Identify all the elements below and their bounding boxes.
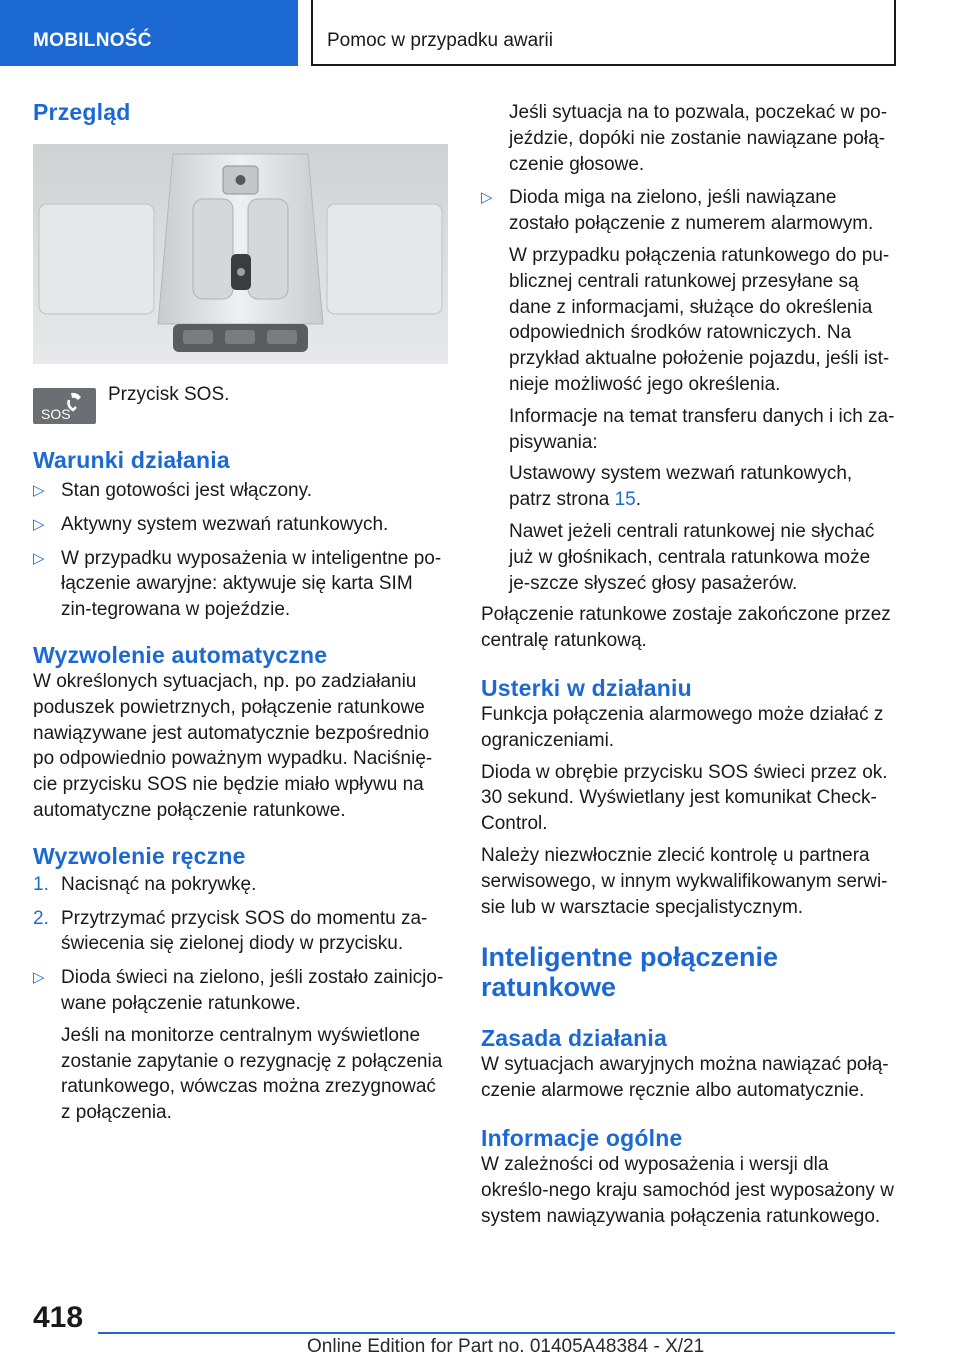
conditions-list <box>33 478 448 623</box>
faults-text-2: Dioda w obrębie przycisku SOS świeci przez ok. 30 sekund. Wyświetlany jest komunikat Check-Control. <box>481 761 888 835</box>
triangle-bullet-icon: ▷ <box>33 549 45 567</box>
passengers-audible-note: Nawet jeżeli centrali ratunkowej nie słychać już w głośnikach, centrala ratunkowa może je-szcze słyszeć głosy pasażerów. <box>509 520 875 594</box>
auto-trigger-text: W określonych sytuacjach, np. po zadziałaniu poduszek powietrznych, połączenie ratunkowe nawiązywane jest automatycznie bezpośrednio po odpowiednio poważnym wypadku. Naciśnię-cie przycisku SOS nie będzie miało wpływu na automatyczne połączenie ratunkowe. <box>33 670 433 821</box>
list-item: ▷ W przypadku wyposażenia w inteligentne po-łączenie awaryjne: aktywuje się karta SIM zin-tegrowana w pojeździe. <box>33 547 442 621</box>
step-item: 1. Nacisnąć na pokrywkę. <box>33 873 257 895</box>
data-transfer-note: W przypadku połączenia ratunkowego do pu-blicznej centrali ratunkowej przesyłane są dane z informacjami, służące do określenia odpowiednich środków ratowniczych. Na przykład aktualne położenie pojazdu, jeśli ist-nieje możliwość jego określenia. <box>509 244 890 395</box>
data-info-note: Informacje na temat transferu danych i ich za-pisywania: <box>509 405 895 453</box>
faults-text-3: Należy niezwłocznie zlecić kontrolę u partnera serwisowego, w innym wykwalifikowanym serwi-sie lub w warsztacie specjalistycznym. <box>481 844 888 918</box>
manual-steps <box>33 872 448 1126</box>
sos-button-legend <box>33 382 448 442</box>
call-end-text: Połączenie ratunkowe zostaje zakończone przez centralę ratunkową. <box>481 604 891 652</box>
right-column <box>481 100 896 1229</box>
triangle-bullet-icon: ▷ <box>33 969 45 987</box>
list-item: ▷ Aktywny system wezwań ratunkowych. <box>33 512 448 538</box>
sos-button-icon <box>33 388 96 424</box>
general-info-heading: Informacje ogólne <box>481 1124 683 1151</box>
triangle-bullet-icon: ▷ <box>481 189 493 207</box>
page-link[interactable]: 15 <box>614 489 636 511</box>
section-tab: MOBILNOŚĆ <box>0 0 298 66</box>
left-column <box>33 98 448 1126</box>
overview-heading: Przegląd <box>33 99 131 125</box>
cancel-call-note: Jeśli na monitorze centralnym wyświetlone zostanie zapytanie o rezygnację z połączenia ratunkowego, wówczas można zrezygnować z połączenia. <box>61 1024 443 1124</box>
edition-footer: Online Edition for Part no. 01405A48384 - X/21 <box>307 1336 705 1357</box>
list-item: ▷ Dioda świeci na zielono, jeśli zostało zainicjo-wane połączenie ratunkowe. <box>33 967 444 1014</box>
footer-divider <box>98 1332 895 1334</box>
page-number: 418 <box>33 1301 84 1334</box>
principle-heading: Zasada działania <box>481 1025 667 1052</box>
principle-text: W sytuacjach awaryjnych można nawiązać połą-czenie alarmowe ręcznie albo automatycznie. <box>481 1054 889 1102</box>
manual-trigger-heading: Wyzwolenie ręczne <box>33 842 246 869</box>
general-info-text: W zależności od wyposażenia i wersji dla określo-nego kraju samochód jest wyposażony w system nawiązywania połączenia ratunkowego. <box>481 1153 894 1227</box>
auto-trigger-heading: Wyzwolenie automatyczne <box>33 641 328 668</box>
triangle-bullet-icon: ▷ <box>33 515 45 533</box>
list-item: ▷ Stan gotowości jest włączony. <box>33 478 448 504</box>
faults-text-1: Funkcja połączenia alarmowego może działać z ograniczeniami. <box>481 703 884 751</box>
overhead-console-illustration <box>33 144 448 364</box>
faults-heading: Usterki w działaniu <box>481 674 692 701</box>
smart-call-heading: Inteligentne połączenie ratunkowe <box>481 942 779 1003</box>
svg-text:SOS: SOS <box>41 406 71 422</box>
sos-console-photo <box>33 144 448 364</box>
see-page-note: Ustawowy system wezwań ratunkowych, patrz strona 15. <box>509 463 853 511</box>
triangle-bullet-icon: ▷ <box>33 482 45 499</box>
sos-caption: Przycisk SOS. <box>108 384 230 405</box>
step-item: 2. Przytrzymać przycisk SOS do momentu za-świecenia się zielonej diody w przycisku. <box>33 907 428 955</box>
chapter-title: Pomoc w przypadku awarii <box>311 0 896 66</box>
wait-note: Jeśli sytuacja na to pozwala, poczekać w po-jeździe, dopóki nie zostanie nawiązane połą-czenie głosowe. <box>509 102 888 175</box>
list-item: ▷ Dioda miga na zielono, jeśli nawiązane zostało połączenie z numerem alarmowym. <box>481 187 874 235</box>
page-header <box>0 0 960 66</box>
conditions-heading: Warunki działania <box>33 447 230 473</box>
